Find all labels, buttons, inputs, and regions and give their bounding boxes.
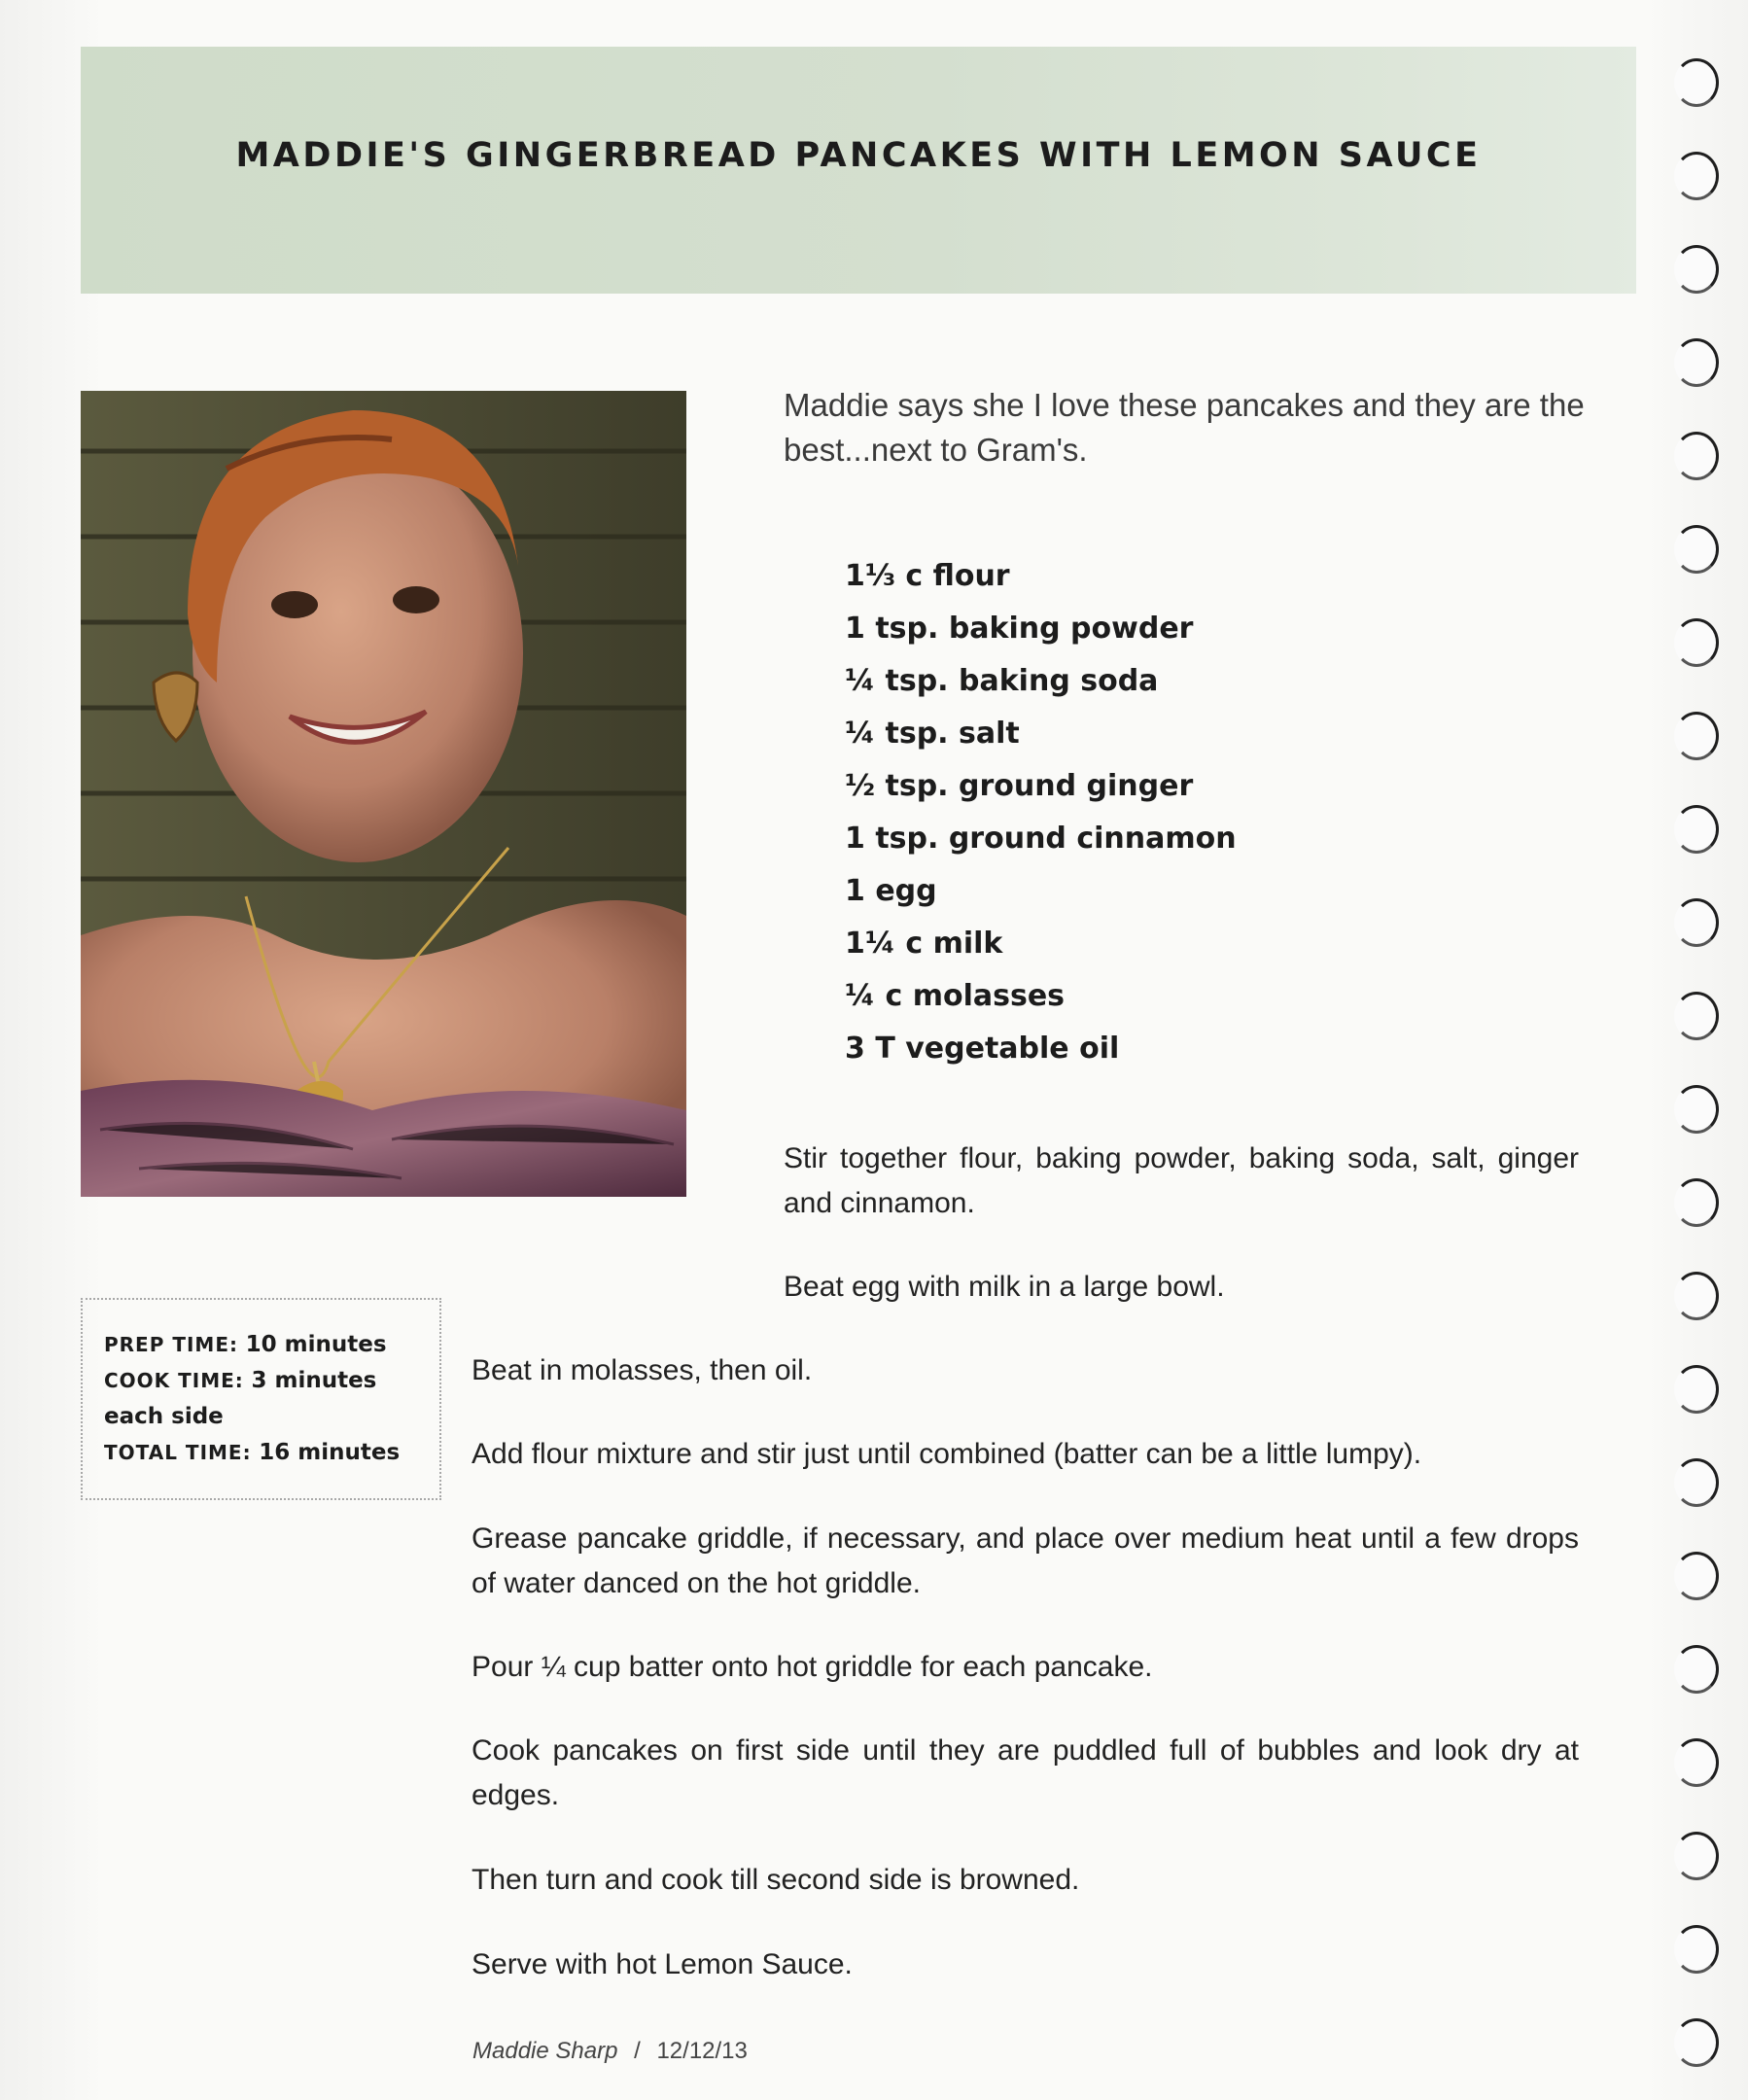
total-time (104, 1435, 439, 1471)
binder-hole-icon (1674, 432, 1719, 480)
portrait-illustration (81, 391, 686, 1197)
binder-hole-icon (1674, 338, 1719, 387)
binder-hole-icon (1674, 1738, 1719, 1787)
instruction-step: Stir together flour, baking powder, baking soda, salt, ginger and cinnamon. (784, 1142, 1579, 1219)
ingredient-item: ¼ tsp. baking soda (845, 664, 1159, 698)
binder-hole-icon (1674, 1085, 1719, 1134)
instruction-step: Beat in molasses, then oil. (472, 1354, 813, 1386)
author-name: Maddie Sharp (472, 2038, 618, 2064)
ingredient-item: 1⅓ c flour (845, 559, 1010, 593)
ingredient-item: 1¼ c milk (845, 927, 1003, 961)
instruction-step: Pour ¼ cup batter onto hot griddle for each pancake. (472, 1651, 1153, 1683)
total-time-label: TOTAL TIME: (104, 1441, 252, 1464)
binder-hole-icon (1674, 245, 1719, 294)
prep-time-value: 10 minutes (245, 1332, 387, 1357)
binder-hole-icon (1674, 618, 1719, 667)
binder-hole-icon (1674, 712, 1719, 760)
cook-time-cont (104, 1399, 439, 1435)
recipe-intro: Maddie says she I love these pancakes and they are the best...next to Gram's. (784, 387, 1585, 468)
instruction-step: Then turn and cook till second side is browned. (472, 1864, 1080, 1896)
ingredient-item: 1 tsp. baking powder (845, 612, 1194, 646)
ingredient-item: 1 egg (845, 874, 937, 908)
prep-time (104, 1327, 439, 1363)
instruction-step: Beat egg with milk in a large bowl. (784, 1271, 1225, 1303)
binder-hole-icon (1674, 152, 1719, 200)
binder-hole-icon (1674, 1552, 1719, 1600)
ingredient-item: ¼ tsp. salt (845, 717, 1020, 751)
recipe-title: MADDIE'S GINGERBREAD PANCAKES WITH LEMON SAUCE (235, 136, 1482, 175)
instruction-step: Add flour mixture and stir just until combined (batter can be a little lumpy). (472, 1438, 1422, 1470)
binder-hole-icon (1674, 525, 1719, 574)
cook-time-value: 3 minutes (251, 1368, 377, 1393)
binder-hole-icon (1674, 1645, 1719, 1694)
binder-hole-icon (1674, 1925, 1719, 1974)
binder-hole-icon (1674, 898, 1719, 947)
binder-hole-icon (1674, 1178, 1719, 1227)
instruction-step: Cook pancakes on first side until they are puddled full of bubbles and look dry at edges. (472, 1734, 1579, 1811)
binder-hole-icon (1674, 805, 1719, 854)
prep-time-label: PREP TIME: (104, 1333, 238, 1356)
binder-hole-icon (1674, 2018, 1719, 2067)
binder-hole-icon (1674, 58, 1719, 107)
instruction-step: Serve with hot Lemon Sauce. (472, 1948, 853, 1980)
title-banner (81, 47, 1636, 294)
byline (472, 2038, 748, 2065)
ingredient-item: 1 tsp. ground cinnamon (845, 822, 1237, 856)
ingredient-item: ¼ c molasses (845, 979, 1066, 1013)
cook-time-value-cont: each side (104, 1404, 224, 1429)
recipe-date: 12/12/13 (656, 2038, 748, 2064)
ingredient-list (845, 550, 1525, 1075)
instruction-step: Grease pancake griddle, if necessary, and place over medium heat until a few drops of water danced on the hot griddle. (472, 1522, 1579, 1599)
portrait-photo (81, 391, 686, 1197)
binder-hole-icon (1674, 992, 1719, 1040)
time-info-box (81, 1298, 441, 1500)
cook-time-label: COOK TIME: (104, 1369, 244, 1392)
binder-hole-icon (1674, 1272, 1719, 1320)
binder-hole-icon (1674, 1832, 1719, 1880)
total-time-value: 16 minutes (259, 1440, 401, 1465)
ingredient-item: ½ tsp. ground ginger (845, 769, 1194, 803)
byline-separator: / (634, 2038, 641, 2064)
cook-time (104, 1363, 439, 1399)
ingredient-item: 3 T vegetable oil (845, 1032, 1120, 1066)
binder-holes (1674, 58, 1732, 2100)
binder-hole-icon (1674, 1458, 1719, 1507)
binder-hole-icon (1674, 1365, 1719, 1414)
